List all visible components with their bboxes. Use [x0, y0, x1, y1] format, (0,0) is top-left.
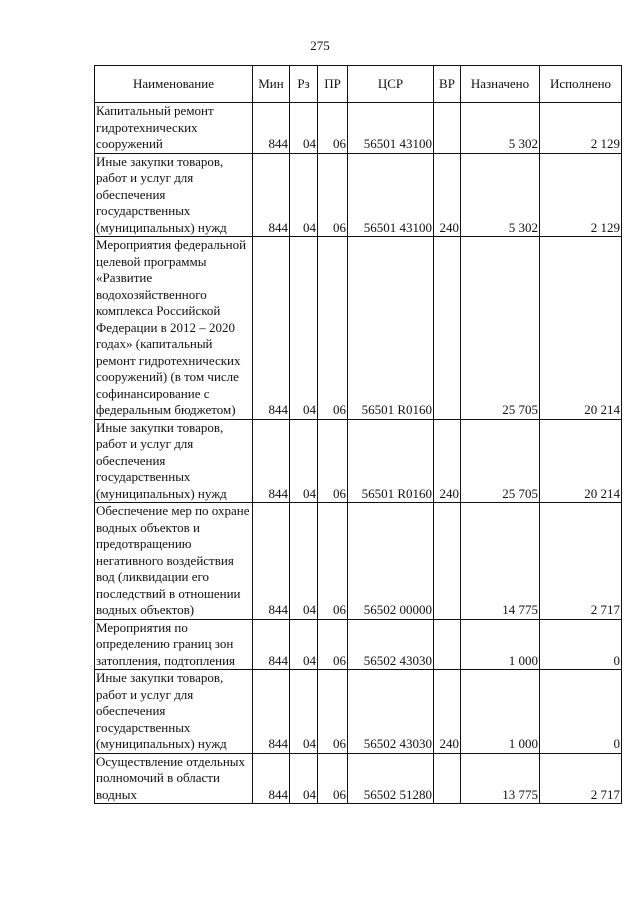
row-assigned: 13 775 — [461, 753, 540, 804]
table-row — [95, 153, 622, 237]
row-vr — [434, 753, 461, 804]
table-row — [95, 419, 622, 503]
row-vr — [434, 237, 461, 420]
table-row — [95, 619, 622, 670]
row-rz: 04 — [290, 503, 318, 620]
header-min: Мин — [253, 66, 290, 103]
header-assigned: Назначено — [461, 66, 540, 103]
page-number: 275 — [310, 38, 330, 53]
row-name: Иные закупки товаров, работ и услуг для обеспечения государственных (муниципальных) нужд — [95, 419, 253, 503]
header-vr: ВР — [434, 66, 461, 103]
row-vr: 240 — [434, 419, 461, 503]
row-pr: 06 — [318, 419, 348, 503]
row-assigned: 1 000 — [461, 670, 540, 754]
row-rz: 04 — [290, 619, 318, 670]
row-name: Иные закупки товаров, работ и услуг для обеспечения государственных (муниципальных) нужд — [95, 153, 253, 237]
row-pr: 06 — [318, 503, 348, 620]
row-min: 844 — [253, 153, 290, 237]
row-min: 844 — [253, 503, 290, 620]
row-pr: 06 — [318, 619, 348, 670]
row-csr: 56502 00000 — [348, 503, 434, 620]
row-executed: 2 717 — [540, 753, 622, 804]
row-assigned: 5 302 — [461, 153, 540, 237]
row-assigned: 1 000 — [461, 619, 540, 670]
row-executed: 2 129 — [540, 103, 622, 154]
row-assigned: 14 775 — [461, 503, 540, 620]
row-rz: 04 — [290, 753, 318, 804]
row-vr — [434, 103, 461, 154]
row-vr — [434, 619, 461, 670]
row-min: 844 — [253, 419, 290, 503]
row-assigned: 5 302 — [461, 103, 540, 154]
row-csr: 56502 43030 — [348, 670, 434, 754]
header-rz: Рз — [290, 66, 318, 103]
row-name: Осуществление отдельных полномочий в области водных — [95, 753, 253, 804]
row-csr: 56501 43100 — [348, 153, 434, 237]
row-executed: 20 214 — [540, 237, 622, 420]
row-csr: 56501 R0160 — [348, 237, 434, 420]
row-csr: 56502 51280 — [348, 753, 434, 804]
row-csr: 56501 43100 — [348, 103, 434, 154]
row-executed: 0 — [540, 670, 622, 754]
row-min: 844 — [253, 237, 290, 420]
row-name: Обеспечение мер по охране водных объектов и предотвращению негативного воздействия вод (ликвидации его последствий в отношении водных объектов) — [95, 503, 253, 620]
row-rz: 04 — [290, 419, 318, 503]
row-rz: 04 — [290, 103, 318, 154]
header-csr: ЦСР — [348, 66, 434, 103]
row-vr — [434, 503, 461, 620]
header-name: Наименование — [95, 66, 253, 103]
row-csr: 56501 R0160 — [348, 419, 434, 503]
row-name: Мероприятия по определению границ зон затопления, подтопления — [95, 619, 253, 670]
table-row — [95, 237, 622, 420]
row-pr: 06 — [318, 237, 348, 420]
row-assigned: 25 705 — [461, 237, 540, 420]
row-pr: 06 — [318, 103, 348, 154]
table-header-row — [95, 66, 622, 103]
table-row — [95, 103, 622, 154]
row-name: Мероприятия федеральной целевой программы «Развитие водохозяйственного комплекса Российской Федерации в 2012 – 2020 годах» (капитальный ремонт гидротехнических сооружений) (в том числе софинансирование с федеральным бюджетом) — [95, 237, 253, 420]
table-row — [95, 670, 622, 754]
row-assigned: 25 705 — [461, 419, 540, 503]
row-executed: 2 717 — [540, 503, 622, 620]
row-name: Капитальный ремонт гидротехнических сооружений — [95, 103, 253, 154]
row-min: 844 — [253, 670, 290, 754]
header-executed: Исполнено — [540, 66, 622, 103]
row-pr: 06 — [318, 153, 348, 237]
row-min: 844 — [253, 753, 290, 804]
row-name: Иные закупки товаров, работ и услуг для обеспечения государственных (муниципальных) нужд — [95, 670, 253, 754]
budget-table — [94, 65, 622, 804]
row-rz: 04 — [290, 237, 318, 420]
table-row — [95, 753, 622, 804]
row-executed: 2 129 — [540, 153, 622, 237]
table-row — [95, 503, 622, 620]
row-executed: 0 — [540, 619, 622, 670]
row-pr: 06 — [318, 753, 348, 804]
row-rz: 04 — [290, 670, 318, 754]
header-pr: ПР — [318, 66, 348, 103]
row-min: 844 — [253, 103, 290, 154]
row-rz: 04 — [290, 153, 318, 237]
row-vr: 240 — [434, 153, 461, 237]
row-executed: 20 214 — [540, 419, 622, 503]
row-min: 844 — [253, 619, 290, 670]
row-vr: 240 — [434, 670, 461, 754]
row-pr: 06 — [318, 670, 348, 754]
row-csr: 56502 43030 — [348, 619, 434, 670]
